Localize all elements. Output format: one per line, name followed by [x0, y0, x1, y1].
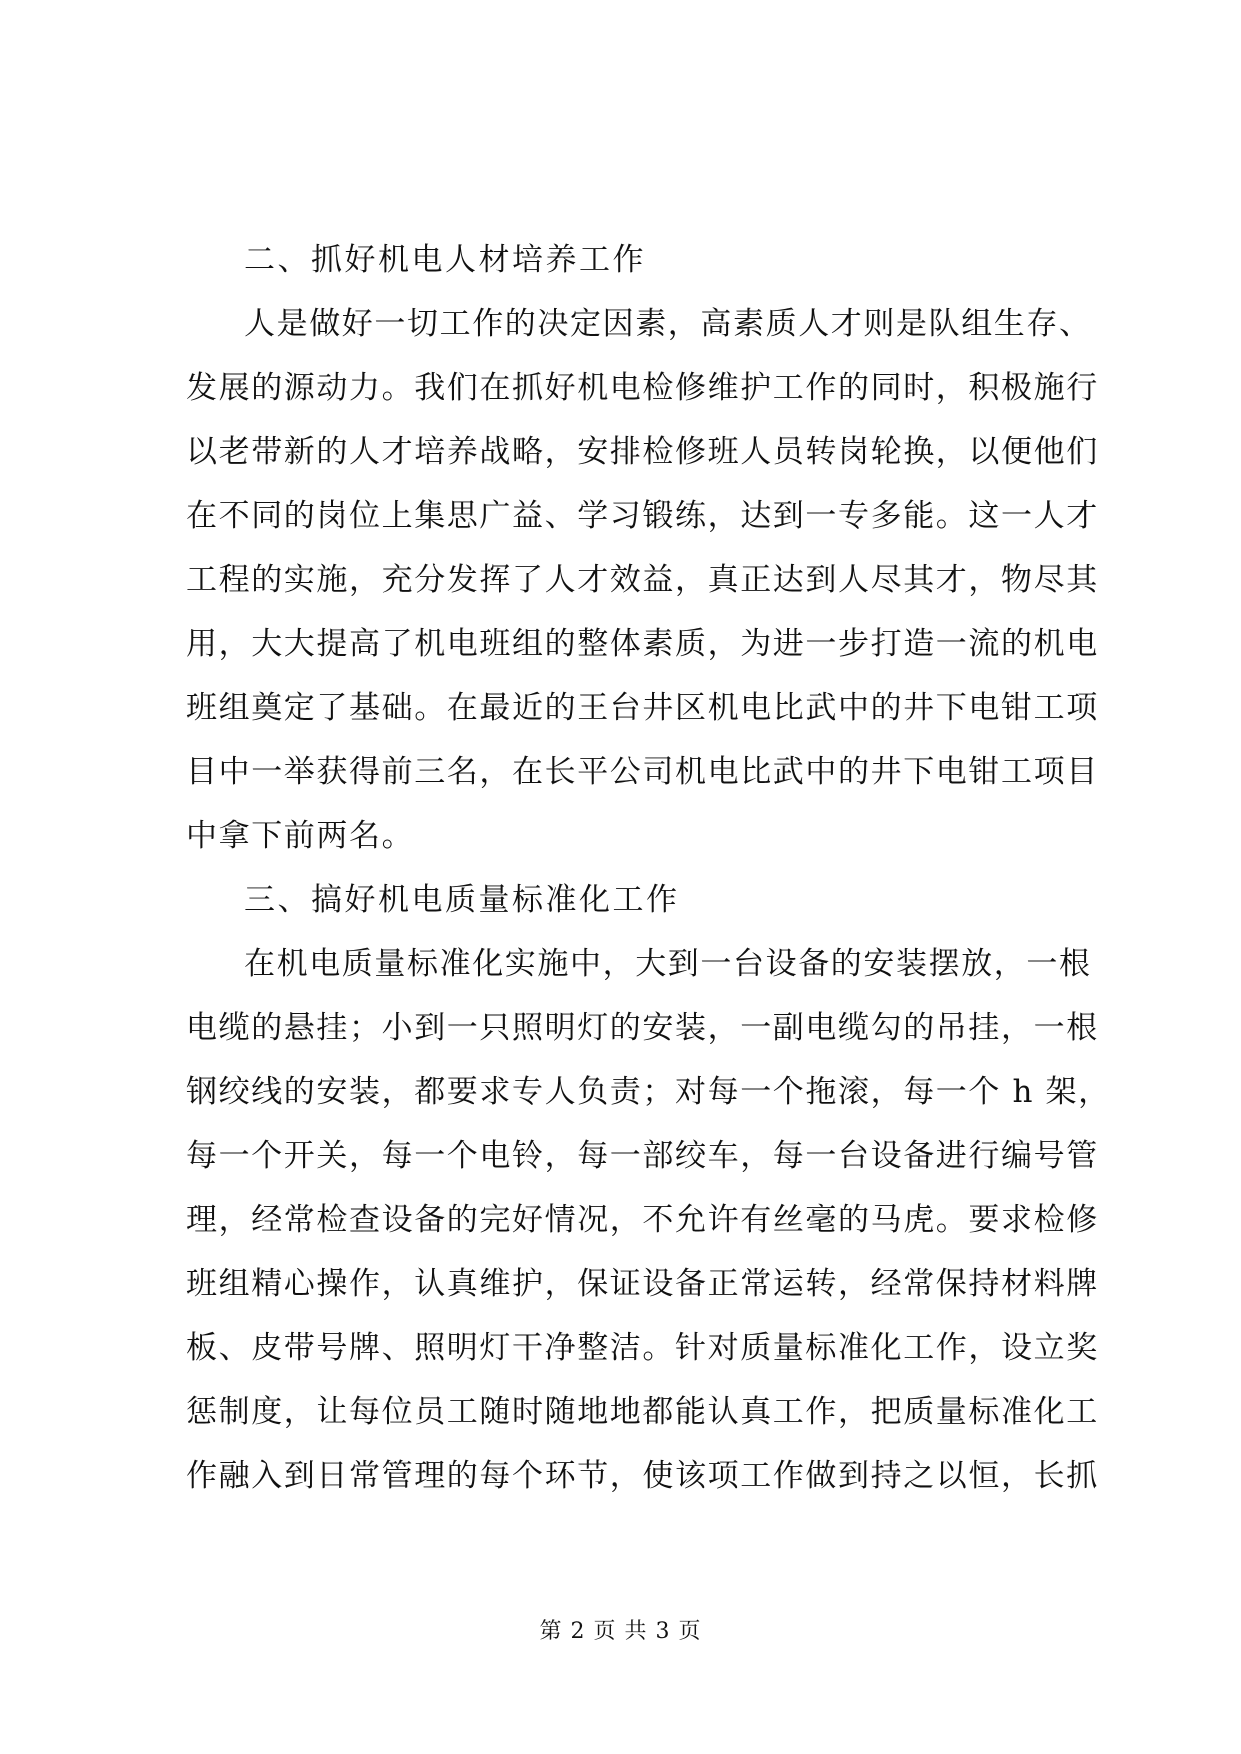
section-heading: 三、搞好机电质量标准化工作: [244, 882, 680, 918]
paragraph-line: 在不同的岗位上集思广益、学习锻练，达到一专多能。这一人才: [186, 498, 1099, 534]
paragraph-line: 班组奠定了基础。在最近的王台井区机电比武中的井下电钳工项: [186, 690, 1099, 726]
page-number-footer: 第 2 页 共 3 页: [539, 1619, 702, 1644]
paragraph-line: 发展的源动力。我们在抓好机电检修维护工作的同时，积极施行: [186, 370, 1099, 406]
paragraph-line: 在机电质量标准化实施中，大到一台设备的安装摆放，一根: [244, 946, 1092, 982]
paragraph-line: 以老带新的人才培养战略，安排检修班人员转岗轮换，以便他们: [186, 434, 1099, 470]
paragraph-line: 理，经常检查设备的完好情况，不允许有丝毫的马虎。要求检修: [186, 1202, 1099, 1238]
paragraph-line: 目中一举获得前三名，在长平公司机电比武中的井下电钳工项目: [186, 754, 1099, 790]
paragraph-line: 电缆的悬挂；小到一只照明灯的安装，一副电缆勾的吊挂，一根: [186, 1010, 1099, 1046]
paragraph-line: 中拿下前两名。: [186, 818, 415, 854]
paragraph-line: 每一个开关，每一个电铃，每一部绞车，每一台设备进行编号管: [186, 1138, 1099, 1174]
paragraph-line: 惩制度，让每位员工随时随地地都能认真工作，把质量标准化工: [186, 1394, 1099, 1430]
paragraph-line: 工程的实施，充分发挥了人才效益，真正达到人尽其才，物尽其: [186, 562, 1099, 598]
paragraph-line: 作融入到日常管理的每个环节，使该项工作做到持之以恒，长抓: [186, 1458, 1099, 1494]
paragraph-line: 用，大大提高了机电班组的整体素质，为进一步打造一流的机电: [186, 626, 1099, 662]
section-heading: 二、抓好机电人材培养工作: [244, 242, 646, 278]
paragraph-line: 人是做好一切工作的决定因素，高素质人才则是队组生存、: [244, 306, 1092, 342]
document-body: [186, 228, 1111, 1508]
paragraph-line: 班组精心操作，认真维护，保证设备正常运转，经常保持材料牌: [186, 1266, 1099, 1302]
paragraph-line: 板、皮带号牌、照明灯干净整洁。针对质量标准化工作，设立奖: [186, 1330, 1099, 1366]
paragraph-line: 钢绞线的安装，都要求专人负责；对每一个拖滚，每一个 h 架，: [186, 1074, 1111, 1110]
